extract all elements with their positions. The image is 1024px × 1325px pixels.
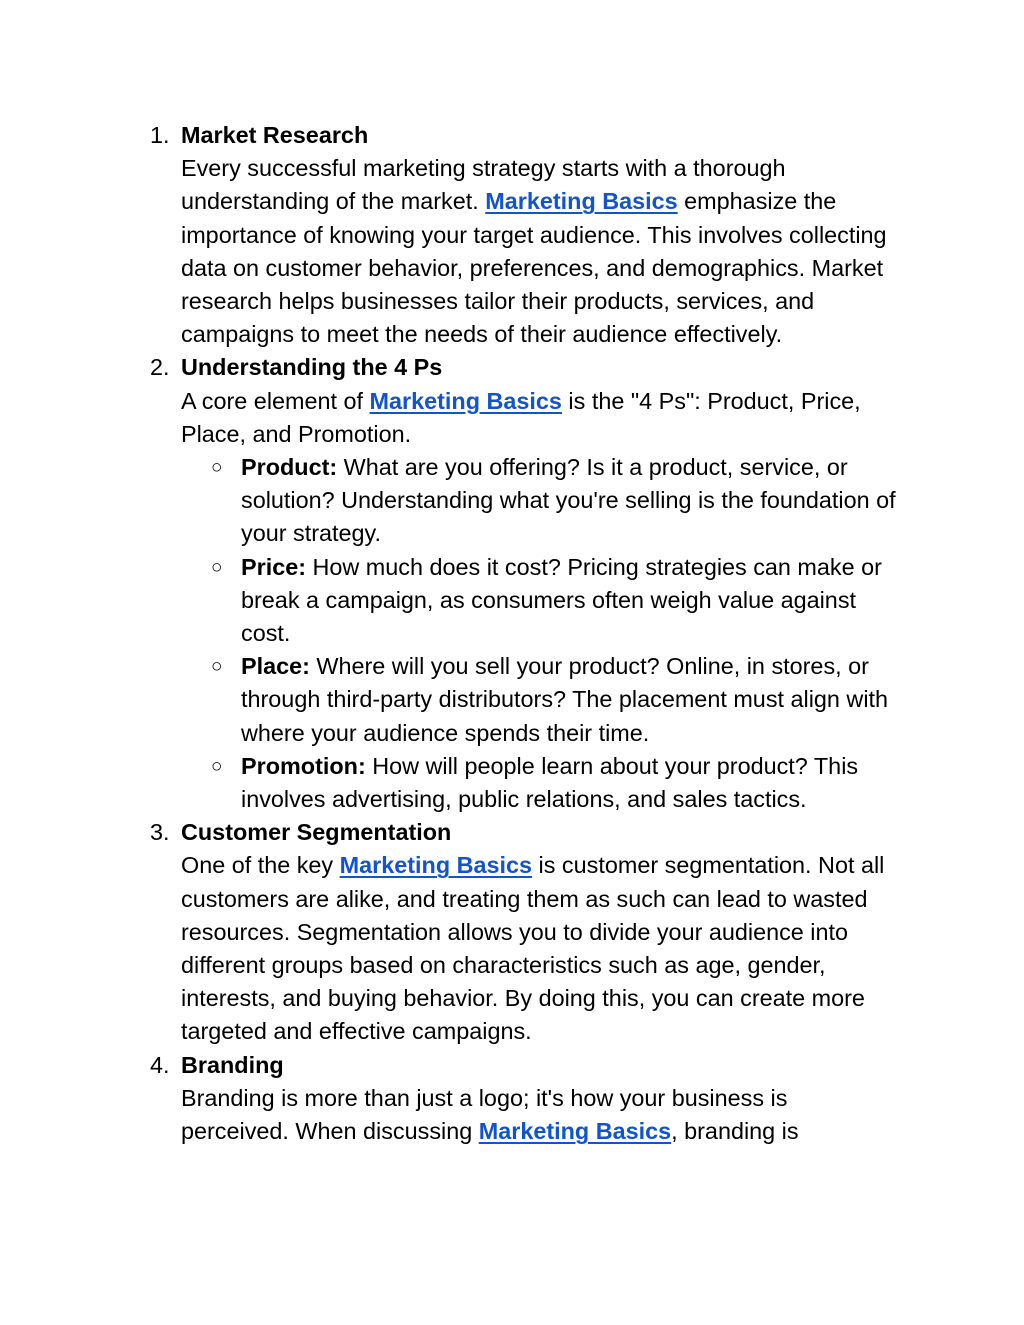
bullet-text: What are you offering? Is it a product, service, or solution? Understanding what you're selling is the foundation of your strategy. bbox=[241, 454, 896, 547]
bullet-item-price bbox=[181, 551, 906, 651]
body-text: A core element of bbox=[181, 387, 370, 414]
bullet-text: How much does it cost? Pricing strategies can make or break a campaign, as consumers often weigh value against cost. bbox=[241, 553, 882, 647]
section-title: Branding bbox=[181, 1051, 284, 1078]
body-text: emphasize the importance of knowing your target audience. This involves collecting data on customer behavior, preferences, and demographics. Market research helps businesses tailor their products, services, and campaigns to meet the needs of their audience effectively. bbox=[181, 188, 887, 348]
section-body bbox=[181, 849, 901, 1048]
bullet-text: How will people learn about your product? This involves advertising, public relations, and sales tactics. bbox=[241, 752, 859, 813]
list-item-4ps bbox=[0, 351, 901, 816]
body-text: Every successful marketing strategy starts with a thorough understanding of the market. bbox=[181, 155, 786, 215]
bullet-label: Place: bbox=[241, 653, 310, 680]
list-number: 3. bbox=[150, 819, 170, 846]
body-text: is customer segmentation. Not all customers are alike, and treating them as such can lead to wasted resources. Segmentation allows you to divide your audience into different groups based on characteristics such as age, gender, interests, and buying behavior. By doing this, you can create more targeted and effective campaigns. bbox=[181, 852, 885, 1045]
hollow-circle-bullet-icon: ○ bbox=[211, 755, 223, 777]
section-body bbox=[181, 385, 901, 451]
bullet-list bbox=[181, 451, 901, 816]
bullet-label: Price: bbox=[241, 553, 307, 580]
body-text: One of the key bbox=[181, 852, 340, 879]
bullet-item-promotion bbox=[181, 750, 906, 816]
marketing-basics-link[interactable]: Marketing Basics bbox=[369, 387, 562, 414]
hollow-circle-bullet-icon: ○ bbox=[211, 457, 223, 479]
hollow-circle-bullet-icon: ○ bbox=[211, 556, 223, 578]
list-item-market-research bbox=[0, 119, 901, 351]
list-item-customer-segmentation bbox=[0, 816, 901, 1048]
section-title: Market Research bbox=[181, 122, 369, 148]
numbered-list bbox=[0, 119, 1024, 1148]
hollow-circle-bullet-icon: ○ bbox=[211, 656, 223, 678]
marketing-basics-link[interactable]: Marketing Basics bbox=[485, 188, 678, 215]
body-text: Branding is more than just a logo; it's how your business is perceived. When discussing bbox=[181, 1084, 788, 1145]
list-number: 4. bbox=[150, 1051, 170, 1078]
bullet-label: Product: bbox=[241, 454, 338, 481]
marketing-basics-link[interactable]: Marketing Basics bbox=[478, 1118, 672, 1145]
list-item-branding bbox=[0, 1049, 901, 1149]
bullet-text: Where will you sell your product? Online, in stores, or through third-party distributors? The placement must align with where your audience spends their time. bbox=[241, 653, 889, 746]
list-number: 1. bbox=[150, 122, 170, 148]
body-text: is the "4 Ps": Product, Price, Place, and Promotion. bbox=[181, 387, 861, 447]
list-number: 2. bbox=[150, 354, 170, 381]
section-body bbox=[181, 1082, 901, 1148]
section-title: Customer Segmentation bbox=[181, 819, 452, 846]
section-body bbox=[181, 152, 901, 351]
marketing-basics-link[interactable]: Marketing Basics bbox=[339, 852, 533, 879]
bullet-label: Promotion: bbox=[241, 752, 366, 779]
bullet-item-place bbox=[181, 650, 906, 750]
section-title: Understanding the 4 Ps bbox=[181, 354, 443, 381]
bullet-item-product bbox=[181, 451, 906, 551]
body-text: , branding is bbox=[671, 1118, 799, 1145]
